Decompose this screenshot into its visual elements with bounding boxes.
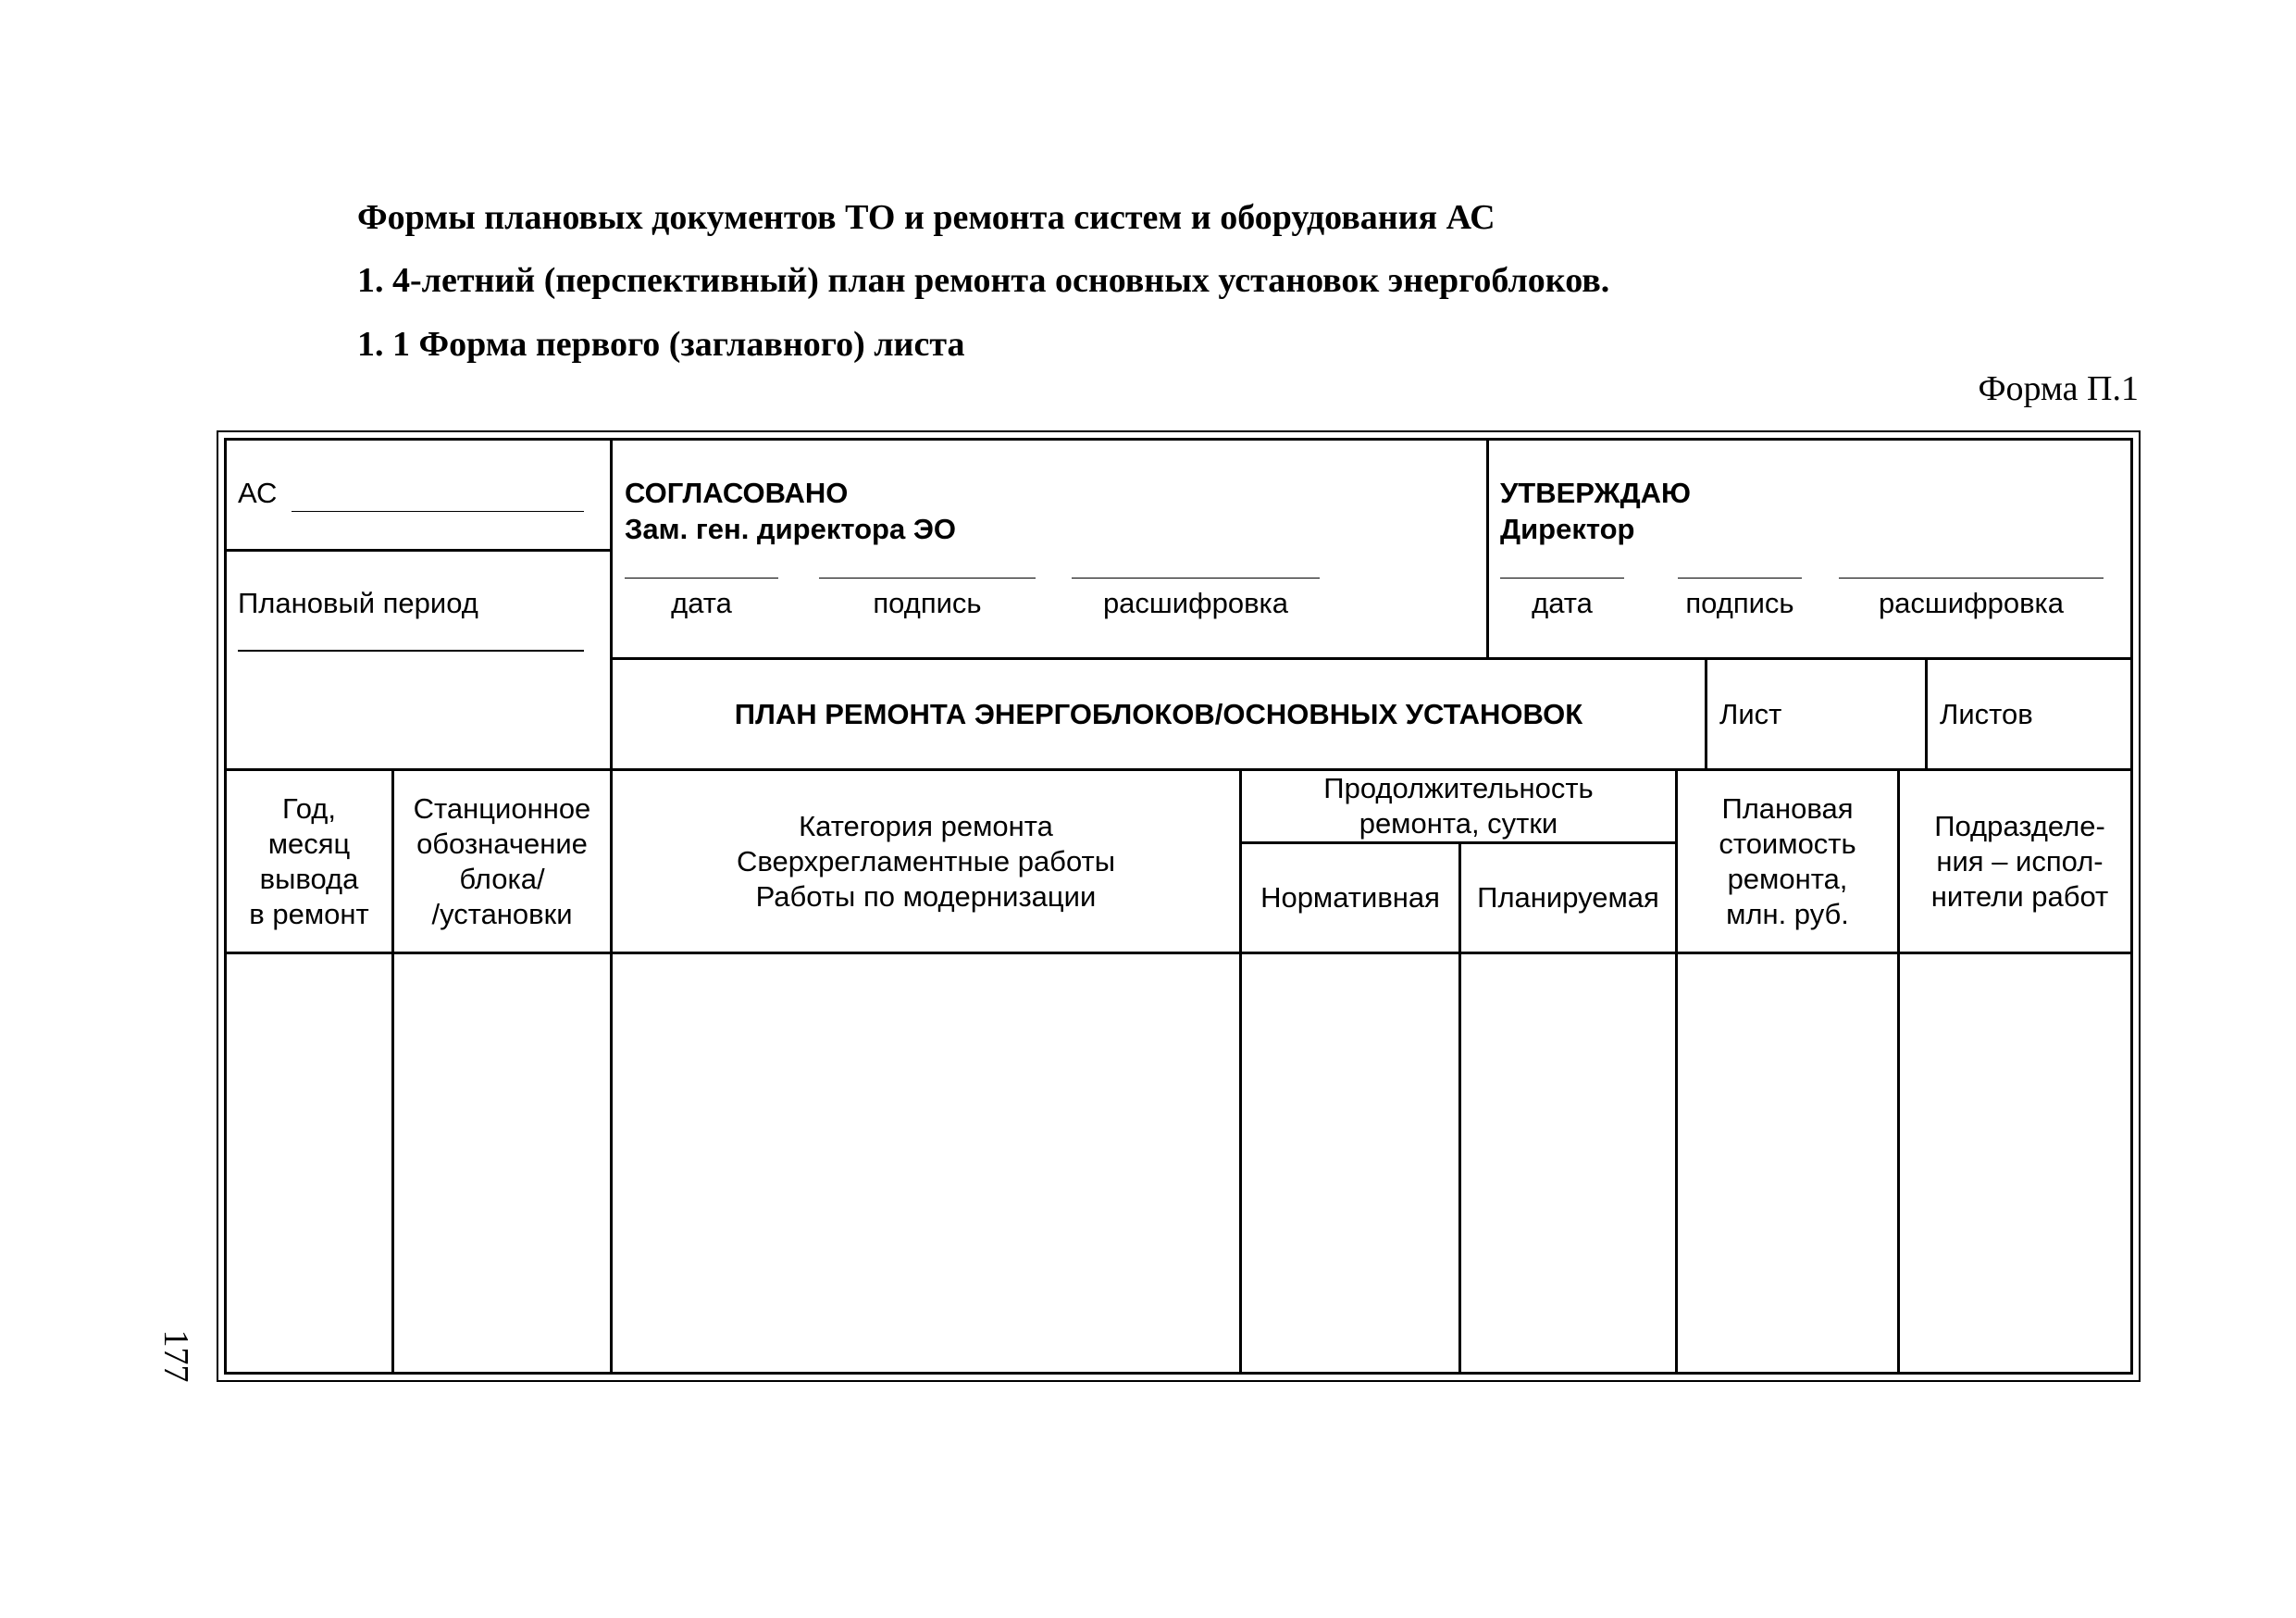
col-header-year-month: Год, месяц вывода в ремонт <box>249 791 369 930</box>
agreed-date-line[interactable] <box>625 578 778 579</box>
as-label: АС <box>238 477 278 509</box>
approve-date-line[interactable] <box>1500 578 1624 579</box>
agreed-decoding-line[interactable] <box>1072 578 1320 579</box>
col-header-category: Категория ремонта Сверхрегламентные работы Работы по модернизации <box>737 809 1115 913</box>
as-input-line[interactable] <box>292 511 584 512</box>
sheet-label: Лист <box>1719 698 1782 730</box>
table-body-empty[interactable] <box>227 954 2130 1372</box>
approve-decoding-line[interactable] <box>1839 578 2104 579</box>
form-table <box>224 438 2133 1375</box>
approve-decoding-label: расшифровка <box>1878 587 2065 619</box>
approve-signature-line[interactable] <box>1678 578 1802 579</box>
heading-first-sheet: 1. 1 Форма первого (заглавного) листа <box>357 325 965 364</box>
page-number: 177 <box>156 1329 195 1383</box>
col-header-divisions: Подразделе- ния – испол- нители работ <box>1930 809 2109 913</box>
agreed-title: СОГЛАСОВАНО <box>625 477 849 509</box>
divider <box>1705 657 1707 768</box>
col-header-normative: Нормативная <box>1260 881 1440 914</box>
planned-period-label: Плановый период <box>238 587 478 619</box>
form-frame <box>217 430 2141 1382</box>
divider <box>1925 657 1928 768</box>
heading-forms: Формы плановых документов ТО и ремонта систем и оборудования АС <box>357 198 1496 237</box>
col-header-planned: Планируемая <box>1477 881 1659 914</box>
approve-position: Директор <box>1500 513 1635 545</box>
divider <box>1486 441 1489 657</box>
form-label: Форма П.1 <box>1978 369 2139 408</box>
agreed-signature-line[interactable] <box>819 578 1036 579</box>
col-header-cost: Плановая стоимость ремонта, млн. руб. <box>1719 791 1856 930</box>
approve-date-label: дата <box>1532 587 1593 619</box>
col-header-duration: Продолжительность ремонта, сутки <box>1323 772 1594 840</box>
planned-period-input-line[interactable] <box>238 650 584 652</box>
approve-signature-label: подпись <box>1685 587 1794 619</box>
sheets-label: Листов <box>1940 698 2033 730</box>
agreed-position: Зам. ген. директора ЭО <box>625 513 957 545</box>
approve-title: УТВЕРЖДАЮ <box>1500 477 1692 509</box>
col-header-station-code: Станционное обозначение блока/ /установки <box>413 791 591 930</box>
agreed-decoding-label: расшифровка <box>1102 587 1289 619</box>
divider <box>227 549 610 552</box>
heading-plan: 1. 4-летний (перспективный) план ремонта основных установок энергоблоков. <box>357 261 1610 300</box>
plan-title: ПЛАН РЕМОНТА ЭНЕРГОБЛОКОВ/ОСНОВНЫХ УСТАНОВОК <box>734 697 1583 730</box>
agreed-date-label: дата <box>671 587 732 619</box>
agreed-signature-label: подпись <box>873 587 982 619</box>
